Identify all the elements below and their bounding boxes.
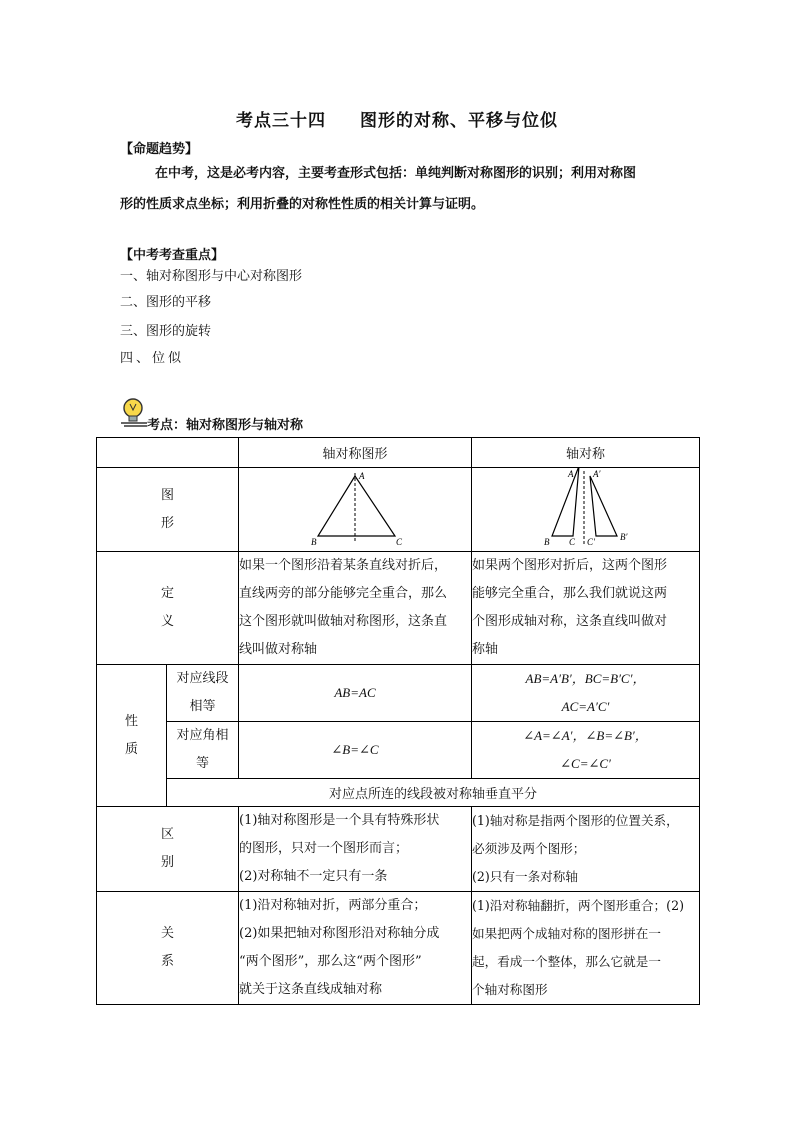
isosceles-triangle-figure bbox=[239, 468, 472, 547]
definition-col2-line: 称轴 bbox=[472, 642, 499, 657]
focus-heading: 【中考考查重点】 bbox=[120, 248, 225, 263]
property-merged-cell: 对应点所连的线段被对称轴垂直平分 bbox=[167, 779, 700, 807]
header-axis-figure: 轴对称图形 bbox=[239, 438, 472, 468]
relation-row bbox=[97, 892, 700, 1005]
difference-row-label bbox=[97, 807, 239, 892]
property-angle-row bbox=[97, 722, 700, 779]
fig2-label-a-prime: A′ bbox=[593, 469, 601, 479]
property-segment-row bbox=[97, 665, 700, 722]
definition-col2-line: 能够完全重合，那么我们就说这两 bbox=[472, 586, 668, 601]
relation-col1-line: (1)沿对称轴对折，两部分重合； bbox=[239, 898, 427, 913]
definition-col2-line: 个图形成轴对称，这条直线叫做对 bbox=[472, 614, 668, 629]
difference-col1-line: (1)轴对称图形是一个具有特殊形状 bbox=[239, 813, 440, 828]
segment-col2 bbox=[472, 665, 700, 722]
fig1-label-a: A bbox=[359, 471, 365, 481]
header-row bbox=[97, 438, 700, 468]
angle-label bbox=[167, 722, 239, 779]
definition-row bbox=[97, 552, 700, 665]
figure-row bbox=[97, 468, 700, 552]
segment-label bbox=[167, 665, 239, 722]
definition-col1-line: 如果一个图形沿着某条直线对折后， bbox=[239, 558, 448, 573]
fig2-label-a: A bbox=[568, 469, 574, 479]
angle-col2-line: ∠C=∠C′ bbox=[560, 756, 611, 771]
title-left: 考点三十四 bbox=[236, 111, 326, 131]
relation-label-1: 关 bbox=[160, 926, 174, 941]
difference-col2 bbox=[472, 807, 700, 892]
relation-col2 bbox=[472, 892, 700, 1005]
focus-item-4: 四、位似 bbox=[120, 351, 185, 366]
fig2-label-c-prime: C′ bbox=[587, 537, 595, 547]
fig1-label-b: B bbox=[311, 537, 317, 547]
triangle-abc-left bbox=[552, 468, 579, 536]
definition-col1-line: 直线两旁的部分能够完全重合，那么 bbox=[239, 586, 448, 601]
lightbulb-icon bbox=[119, 396, 149, 430]
segment-col2-line: AB=A′B′，BC=B′C′， bbox=[525, 671, 646, 686]
fig2-label-b-prime: B′ bbox=[620, 532, 628, 542]
definition-row-label bbox=[97, 552, 239, 665]
kaodian-label: 考点：轴对称图形与轴对称 bbox=[147, 418, 304, 433]
angle-col2-line: ∠A=∠A′，∠B=∠B′， bbox=[523, 728, 648, 743]
relation-col1-line: “两个图形”，那么这“两个图形” bbox=[239, 954, 422, 969]
segment-label-line: 对应线段 bbox=[176, 671, 229, 686]
definition-col1 bbox=[239, 552, 472, 665]
fig2-label-b: B bbox=[544, 537, 550, 547]
relation-row-label bbox=[97, 892, 239, 1005]
relation-col1-line: 就关于这条直线成轴对称 bbox=[239, 982, 383, 997]
relation-col1 bbox=[239, 892, 472, 1005]
header-axis-symmetry: 轴对称 bbox=[472, 438, 700, 468]
definition-col2-line: 如果两个图形对折后，这两个图形 bbox=[472, 558, 668, 573]
property-label-1: 性 bbox=[124, 713, 138, 729]
difference-row bbox=[97, 807, 700, 892]
focus-item-2: 二、图形的平移 bbox=[120, 295, 212, 310]
triangle-abc-right bbox=[590, 476, 617, 536]
difference-col1-line: 的图形，只对一个图形而言； bbox=[239, 841, 409, 856]
angle-label-line: 对应角相 bbox=[176, 728, 229, 743]
figure-cell-2 bbox=[472, 468, 700, 552]
definition-col2 bbox=[472, 552, 700, 665]
angle-col1: ∠B=∠C bbox=[239, 722, 472, 779]
fig2-label-c: C bbox=[569, 537, 576, 547]
difference-label-1: 区 bbox=[160, 827, 174, 842]
definition-col1-line: 线叫做对称轴 bbox=[239, 642, 318, 657]
difference-col2-line: (2)只有一条对称轴 bbox=[472, 869, 578, 884]
figure-cell-1 bbox=[239, 468, 472, 552]
property-label-2: 质 bbox=[124, 741, 138, 757]
relation-col2-line: 起，看成一个整体，那么它就是一 bbox=[472, 954, 661, 969]
figure-label-2: 形 bbox=[160, 515, 174, 531]
focus-item-1: 一、轴对称图形与中心对称图形 bbox=[120, 269, 303, 284]
definition-label-2: 义 bbox=[160, 614, 174, 629]
segment-label-line: 相等 bbox=[189, 699, 216, 714]
header-empty bbox=[97, 438, 239, 468]
focus-item-3: 三、图形的旋转 bbox=[120, 324, 212, 339]
difference-col2-line: (1)轴对称是指两个图形的位置关系， bbox=[472, 813, 679, 828]
angle-col2 bbox=[472, 722, 700, 779]
property-row-label bbox=[97, 665, 167, 807]
triangle-abc bbox=[318, 476, 395, 536]
title-right: 图形的对称、平移与位似 bbox=[360, 111, 558, 131]
trend-line-1: 在中考，这是必考内容，主要考查形式包括：单纯判断对称图形的识别；利用对称图 bbox=[155, 166, 637, 181]
comparison-table bbox=[96, 437, 700, 1005]
trend-heading: 【命题趋势】 bbox=[120, 142, 199, 157]
page-title bbox=[0, 106, 794, 131]
difference-col1-line: (2)对称轴不一定只有一条 bbox=[239, 869, 388, 884]
relation-col1-line: (2)如果把轴对称图形沿对称轴分成 bbox=[239, 926, 440, 941]
fig1-label-c: C bbox=[396, 537, 403, 547]
figure-label-1: 图 bbox=[160, 487, 174, 503]
difference-col1 bbox=[239, 807, 472, 892]
definition-label-1: 定 bbox=[160, 586, 174, 601]
segment-col1: AB=AC bbox=[239, 665, 472, 722]
relation-col2-line: (1)沿对称轴翻折，两个图形重合；(2) bbox=[472, 898, 684, 913]
symmetric-triangles-figure bbox=[472, 468, 700, 547]
difference-label-2: 别 bbox=[160, 855, 174, 870]
figure-row-label bbox=[97, 468, 239, 552]
segment-col2-line: AC=A′C′ bbox=[561, 699, 610, 714]
relation-col2-line: 个轴对称图形 bbox=[472, 982, 548, 997]
relation-label-2: 系 bbox=[160, 954, 174, 969]
angle-label-line: 等 bbox=[195, 756, 209, 771]
relation-col2-line: 如果把两个成轴对称的图形拼在一 bbox=[472, 926, 661, 941]
property-merged-row bbox=[97, 779, 700, 807]
difference-col2-line: 必须涉及两个图形； bbox=[472, 841, 586, 856]
definition-col1-line: 这个图形就叫做轴对称图形，这条直 bbox=[239, 614, 448, 629]
trend-line-2: 形的性质求点坐标；利用折叠的对称性性质的相关计算与证明。 bbox=[120, 197, 485, 212]
